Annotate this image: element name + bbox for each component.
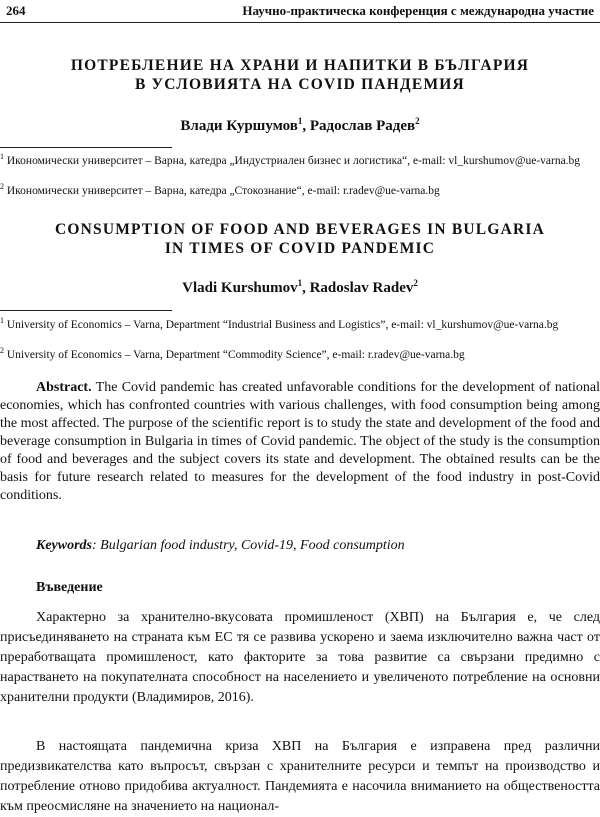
paper-title-bg-line2: В УСЛОВИЯТА НА COVID ПАНДЕМИЯ [135,76,465,93]
intro-paragraph-2 [0,737,600,817]
footnote-rule-bg [0,147,172,148]
author1-en: Vladi Kurshumov [182,280,298,296]
keywords: Keywords: Bulgarian food industry, Covid-19, Food consumption [36,538,405,553]
running-header [0,0,600,23]
footnote-en-1-text: University of Economics – Varna, Department “Industrial Business and Logistics”, e-mail: vl_kurshumov@ue-varna.bg [6,318,559,331]
abstract-label: Abstract. [36,380,92,395]
authors-en: Vladi Kurshumov$^1$, Radoslav Radev$^2$ [182,278,418,296]
author1-en-mark: 1 [297,278,303,288]
section-heading-intro: Въведение [36,580,103,595]
author2-bg-mark: 2 [415,116,420,126]
footnote-bg-2-text: Икономически университет – Варна, катедра „Стокознание“, e-mail: r.radev@ue-varna.bg [6,184,440,197]
intro-paragraph-1 [0,608,600,708]
keywords-text: Bulgarian food industry, Covid-19, Food consumption [100,538,405,553]
author2-bg: Радослав Радев [309,118,416,134]
paper-title-en [0,220,600,258]
paper-title-bg-line1: ПОТРЕБЛЕНИЕ НА ХРАНИ И НАПИТКИ В БЪЛГАРИЯ [70,57,530,74]
keywords-label: Keywords [36,538,92,553]
author1-bg-mark: 1 [297,116,303,126]
paper-title-bg [0,56,600,94]
footnote-en-2-text: University of Economics – Varna, Department “Commodity Science”, e-mail: r.radev@ue-varna.bg [6,348,465,361]
footnote-en-2-num: 2 [0,346,4,355]
abstract [0,379,600,505]
running-header-title: Научно-практическа конференция с международна участие [242,3,594,18]
footnote-en-1 [0,314,596,332]
footnote-bg-1 [0,150,596,168]
footnote-bg-1-num: 1 [0,152,4,161]
author1-bg: Влади Куршумов [180,118,298,134]
footnote-bg-2-num: 2 [0,182,4,191]
authors-bg: Влади Куршумов$^1$, Радослав Радев$^2$ [180,116,420,134]
abstract-text: The Covid pandemic has created unfavorable conditions for the development of national economies, which has confronted countries with various challenges, with food consumption being among the most affected. The purpose of the scientific report is to study the state and development of the food and beverage consumption in Bulgaria in times of Covid pandemic. The object of the study is the consumption of food and beverages and the subject covers its state and development. The obtained results can be the basis for future research related to measures for the development of the food industry in post-Covid conditions. [0,380,600,503]
footnote-bg-2 [0,180,596,198]
intro-paragraph-2-text: В настоящата пандемична криза ХВП на България е изправена пред различни предизвикателства като въпросът, свързан с хранителните ресурси и темпът на производство и потребление отново придобива актуалност. Пандемията е насочила вниманието на обществеността към преосмисляне на значението на национал- [0,739,600,814]
author2-en: Radoslav Radev [309,280,414,296]
author2-en-mark: 2 [413,278,418,288]
footnote-en-2 [0,344,596,362]
footnote-en-1-num: 1 [0,316,4,325]
footnote-bg-1-text: Икономически университет – Варна, катедра „Индустриален бизнес и логистика“, e-mail: vl_kurshumov@ue-varna.bg [6,154,581,167]
paper-title-en-line1: CONSUMPTION OF FOOD AND BEVERAGES IN BULGARIA [54,221,546,238]
page-number: 264 [6,3,26,18]
intro-paragraph-1-text: Характерно за хранително-вкусовата промишленост (ХВП) на България е, че след присъединяването на страната към ЕС тя се развива ускорено и заема изключително важна част от преработващата промишленост, като факторите за това развитие са свързани предимно с нарастването на покупателната способност на населението и увеличеното потребление на основни хранителни продукти (Владимиров, 2016). [0,610,600,705]
paper-title-en-line2: IN TIMES OF COVID PANDEMIC [164,240,436,257]
footnote-rule-en [0,310,172,311]
